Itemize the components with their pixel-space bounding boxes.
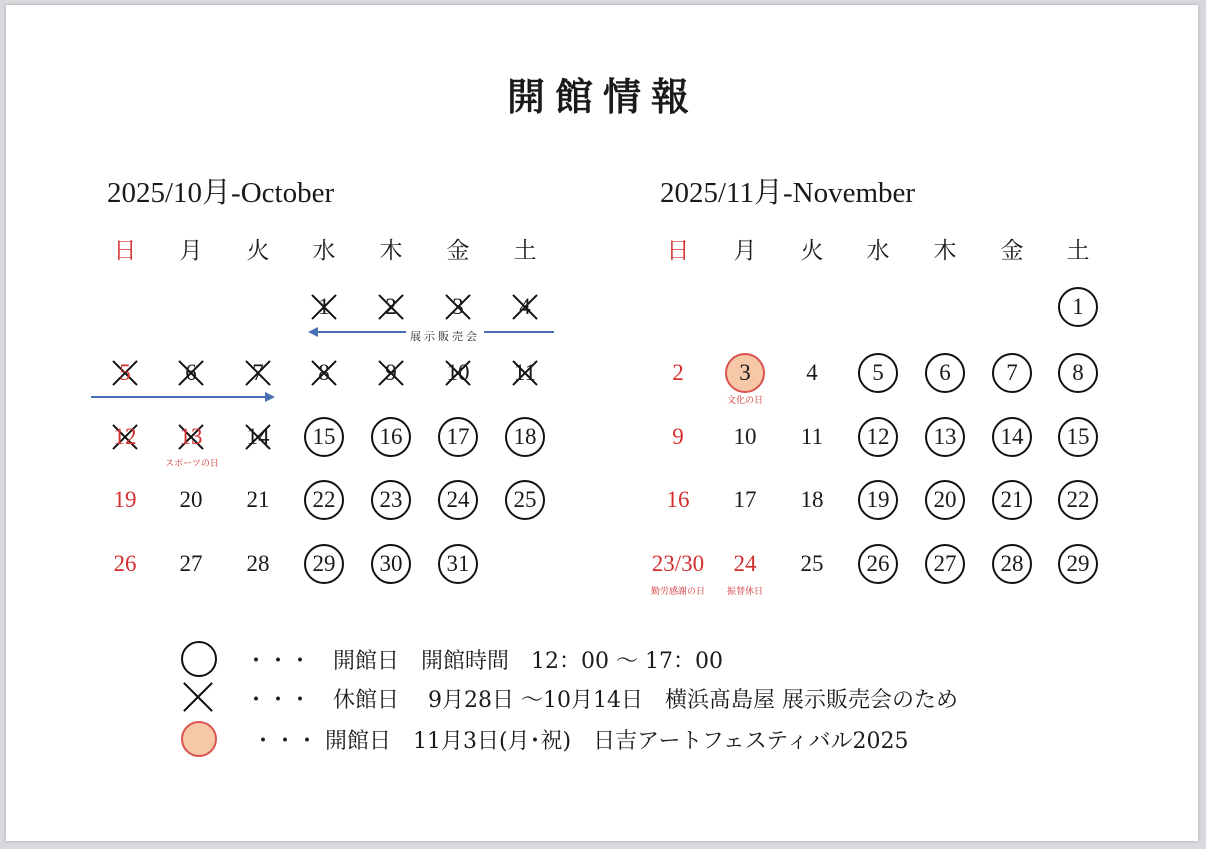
october-weekday-1: 月: [179, 238, 203, 264]
sale-period-arrow-line-2: [91, 396, 266, 398]
october-day-20: 20: [179, 487, 203, 512]
october-day-21: 21: [246, 487, 270, 512]
cross-icon: [180, 679, 216, 715]
october-day-18: 18: [505, 417, 545, 457]
october-day-29: 29: [304, 544, 344, 584]
october-weekday-5: 金: [446, 238, 470, 264]
arrow-left-icon: [308, 327, 318, 337]
october-day-3: 3: [436, 285, 480, 329]
november-day-6: 6: [925, 353, 965, 393]
november-day-25: 25: [800, 551, 824, 576]
note-substitute-holiday: 振替休日: [726, 587, 764, 597]
arrow-right-icon: [265, 392, 275, 402]
october-day-24: 24: [438, 480, 478, 520]
october-day-19: 19: [113, 487, 137, 512]
page-title: 開館情報: [506, 74, 699, 119]
november-day-5: 5: [858, 353, 898, 393]
october-day-26: 26: [113, 551, 137, 576]
november-day-26: 26: [858, 544, 898, 584]
october-day-16: 16: [371, 417, 411, 457]
open-circle-icon: [180, 640, 216, 676]
november-weekday-0: 日: [666, 238, 690, 264]
october-day-12: 12: [113, 424, 137, 449]
november-day-28: 28: [992, 544, 1032, 584]
october-day-22: 22: [304, 480, 344, 520]
november-day-9: 9: [672, 424, 684, 449]
november-weekday-1: 月: [733, 238, 757, 264]
october-day-15: 15: [304, 417, 344, 457]
legend-open-text: ・・・ 開館日 開館時間 12：00 〜 17：00: [245, 649, 723, 674]
november-day-13: 13: [925, 417, 965, 457]
november-day-21: 21: [992, 480, 1032, 520]
october-day-30: 30: [371, 544, 411, 584]
october-day-17: 17: [438, 417, 478, 457]
october-day-27: 27: [179, 551, 203, 576]
november-day-7: 7: [992, 353, 1032, 393]
october-day-14: 14: [246, 424, 270, 449]
october-day-5: 5: [103, 351, 147, 395]
november-day-4: 4: [806, 360, 818, 385]
november-day-17: 17: [733, 487, 757, 512]
october-day-23: 23: [371, 480, 411, 520]
october-day-2: 2: [369, 285, 413, 329]
october-day-9: 9: [369, 351, 413, 395]
november-weekday-6: 土: [1066, 238, 1090, 264]
october-day-10: 10: [446, 360, 470, 385]
november-weekday-5: 金: [1000, 238, 1024, 264]
october-day-8: 8: [302, 351, 346, 395]
october-day-7: 7: [236, 351, 280, 395]
note-culture-day: 文化の日: [726, 396, 764, 406]
november-day-1: 1: [1058, 287, 1098, 327]
october-heading: 2025/10月-October: [107, 177, 335, 209]
november-day-20: 20: [925, 480, 965, 520]
november-day-22: 22: [1058, 480, 1098, 520]
november-day-10: 10: [733, 424, 757, 449]
november-day-3: 3: [725, 353, 765, 393]
november-day-14: 14: [992, 417, 1032, 457]
november-day-2: 2: [672, 360, 684, 385]
october-day-25: 25: [505, 480, 545, 520]
october-day-11: 11: [513, 360, 537, 385]
october-day-13: 13: [179, 424, 203, 449]
festival-circle-icon: [180, 720, 216, 756]
october-weekday-3: 水: [312, 238, 336, 264]
november-day-16: 16: [666, 487, 690, 512]
november-day-23-30: 23/30: [651, 551, 705, 576]
note-labor-day: 勤労感謝の日: [650, 587, 706, 597]
october-day-1: 1: [302, 285, 346, 329]
october-day-6: 6: [169, 351, 213, 395]
november-weekday-3: 水: [866, 238, 890, 264]
october-day-31: 31: [438, 544, 478, 584]
november-day-24: 24: [733, 551, 757, 576]
november-heading: 2025/11月-November: [660, 177, 916, 209]
november-day-29: 29: [1058, 544, 1098, 584]
note-sports-day: スポーツの日: [165, 459, 219, 469]
october-weekday-0: 日: [113, 238, 137, 264]
november-day-11: 11: [800, 424, 824, 449]
october-weekday-2: 火: [246, 238, 270, 264]
october-day-28: 28: [246, 551, 270, 576]
november-day-19: 19: [858, 480, 898, 520]
november-day-15: 15: [1058, 417, 1098, 457]
november-day-8: 8: [1058, 353, 1098, 393]
october-day-4: 4: [503, 285, 547, 329]
october-weekday-6: 土: [513, 238, 537, 264]
legend-closed-text: ・・・ 休館日 9月28日 〜10月14日 横浜髙島屋 展示販売会のため: [245, 688, 958, 713]
november-day-18: 18: [800, 487, 824, 512]
november-weekday-4: 木: [933, 238, 957, 264]
november-day-12: 12: [858, 417, 898, 457]
legend-festival-text: ・・・ 開館日 11月3日(月･祝) 日吉アートフェスティバル2025: [245, 729, 909, 754]
october-weekday-4: 木: [379, 238, 403, 264]
november-day-27: 27: [925, 544, 965, 584]
sale-label: 展示販売会: [406, 328, 484, 344]
november-weekday-2: 火: [800, 238, 824, 264]
